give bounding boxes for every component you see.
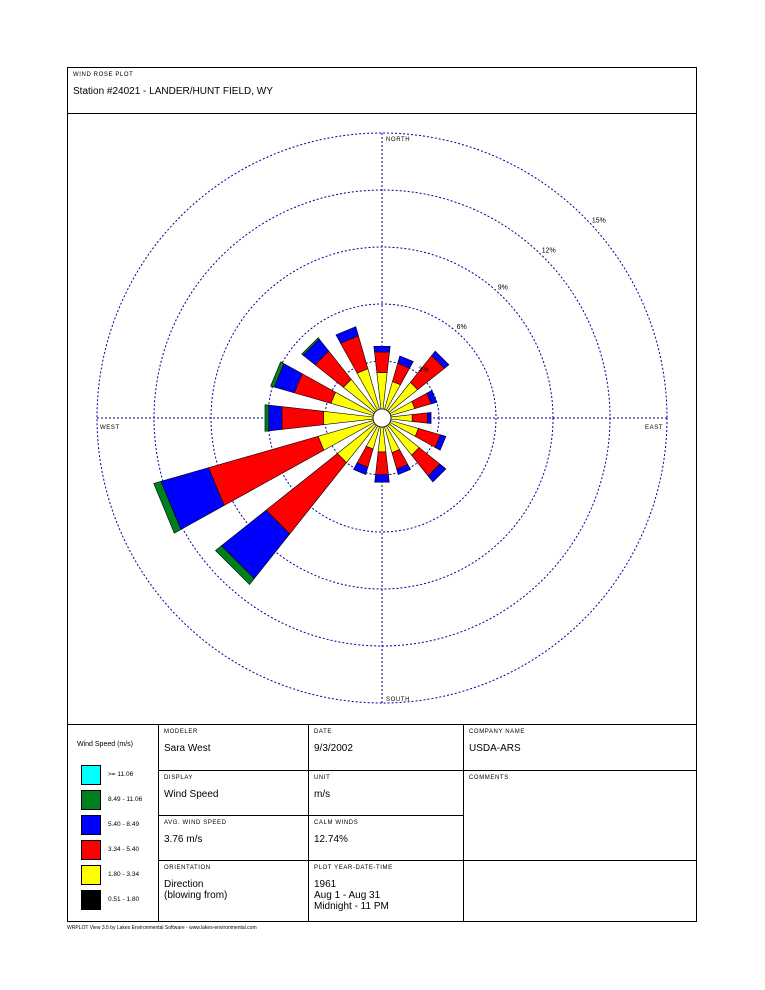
comments-label: COMMENTS bbox=[469, 775, 509, 781]
software-footer: WRPLOT View 3.5 by Lakes Environmental Software - www.lakes-environmental.com bbox=[67, 925, 257, 931]
plot-time: Midnight - 11 PM bbox=[314, 901, 389, 912]
date-label: DATE bbox=[314, 729, 332, 735]
legend-swatch bbox=[81, 840, 101, 860]
direction-label-south: SOUTH bbox=[386, 697, 410, 703]
petal-segment-s bbox=[376, 452, 389, 475]
unit-label: UNIT bbox=[314, 775, 331, 781]
report-header bbox=[68, 68, 696, 114]
plot-year: 1961 bbox=[314, 879, 337, 890]
display-cell bbox=[159, 771, 308, 815]
petal-segment-e bbox=[412, 413, 427, 423]
petal-segment-w bbox=[265, 405, 269, 432]
direction-label-north: NORTH bbox=[386, 137, 411, 143]
station-title: Station #24021 - LANDER/HUNT FIELD, WY bbox=[73, 86, 273, 97]
petal-segment-e bbox=[427, 412, 431, 423]
wind-rose-chart bbox=[68, 113, 696, 724]
petal-segment-n bbox=[374, 346, 390, 352]
orientation-value bbox=[164, 879, 227, 901]
petal-segment-e bbox=[391, 415, 412, 422]
modeler-label: MODELER bbox=[164, 729, 198, 735]
plot-period-value bbox=[314, 879, 389, 912]
ring-label: 9% bbox=[497, 284, 508, 292]
avg-speed-label: AVG. WIND SPEED bbox=[164, 820, 227, 826]
unit-value: m/s bbox=[314, 789, 331, 800]
calm-winds-value: 12.74% bbox=[314, 834, 348, 845]
orientation-cell bbox=[159, 861, 308, 921]
direction-label-east: EAST bbox=[645, 425, 664, 431]
legend-title: Wind Speed (m/s) bbox=[77, 741, 134, 748]
petal-segment-n bbox=[377, 373, 387, 409]
ring-label: 6% bbox=[456, 324, 467, 332]
orientation-line-1: Direction bbox=[164, 879, 204, 890]
avg-speed-cell bbox=[159, 816, 308, 860]
ring-label: 12% bbox=[541, 247, 556, 255]
date-cell bbox=[309, 725, 463, 770]
modeler-value: Sara West bbox=[164, 743, 211, 754]
info-panel bbox=[68, 725, 696, 921]
comments-cell bbox=[464, 771, 696, 860]
direction-label-west: WEST bbox=[100, 425, 120, 431]
legend-swatch bbox=[81, 765, 101, 785]
plot-period-label: PLOT YEAR-DATE-TIME bbox=[314, 865, 393, 871]
legend bbox=[68, 725, 158, 921]
legend-label: 0.51 - 1.80 bbox=[108, 896, 140, 903]
plot-dates: Aug 1 - Aug 31 bbox=[314, 890, 381, 901]
unit-cell bbox=[309, 771, 463, 815]
legend-label: 1.80 - 3.34 bbox=[108, 871, 140, 878]
orientation-label: ORIENTATION bbox=[164, 865, 211, 871]
ring-label: 3% bbox=[418, 366, 429, 374]
petal-segment-s bbox=[378, 427, 386, 452]
legend-label: 8.49 - 11.06 bbox=[108, 796, 143, 803]
display-value: Wind Speed bbox=[164, 789, 219, 800]
display-label: DISPLAY bbox=[164, 775, 194, 781]
calm-circle bbox=[373, 409, 391, 427]
date-value: 9/3/2002 bbox=[314, 743, 353, 754]
petal-segment-n bbox=[374, 352, 389, 373]
orientation-line-2: (blowing from) bbox=[164, 890, 228, 901]
legend-swatch bbox=[81, 815, 101, 835]
legend-swatch bbox=[81, 790, 101, 810]
avg-speed-value: 3.76 m/s bbox=[164, 834, 203, 845]
calm-winds-cell bbox=[309, 816, 463, 860]
modeler-cell bbox=[159, 725, 308, 770]
report-frame bbox=[67, 67, 697, 922]
company-value: USDA-ARS bbox=[469, 743, 521, 754]
petal-segment-s bbox=[375, 475, 390, 483]
ring-label: 15% bbox=[591, 217, 606, 225]
legend-swatch bbox=[81, 865, 101, 885]
company-cell bbox=[464, 725, 696, 770]
legend-label: >= 11.06 bbox=[108, 771, 134, 778]
legend-label: 5.40 - 8.49 bbox=[108, 821, 140, 828]
report-type-label: WIND ROSE PLOT bbox=[73, 72, 134, 78]
plot-period-cell bbox=[309, 861, 463, 921]
petal-segment-w bbox=[269, 405, 282, 431]
legend-label: 3.34 - 5.40 bbox=[108, 846, 140, 853]
wind-rose-plot-area bbox=[68, 113, 696, 725]
company-label: COMPANY NAME bbox=[469, 729, 525, 735]
petal-segment-w bbox=[282, 407, 324, 430]
calm-winds-label: CALM WINDS bbox=[314, 820, 359, 826]
legend-swatch bbox=[81, 890, 101, 910]
